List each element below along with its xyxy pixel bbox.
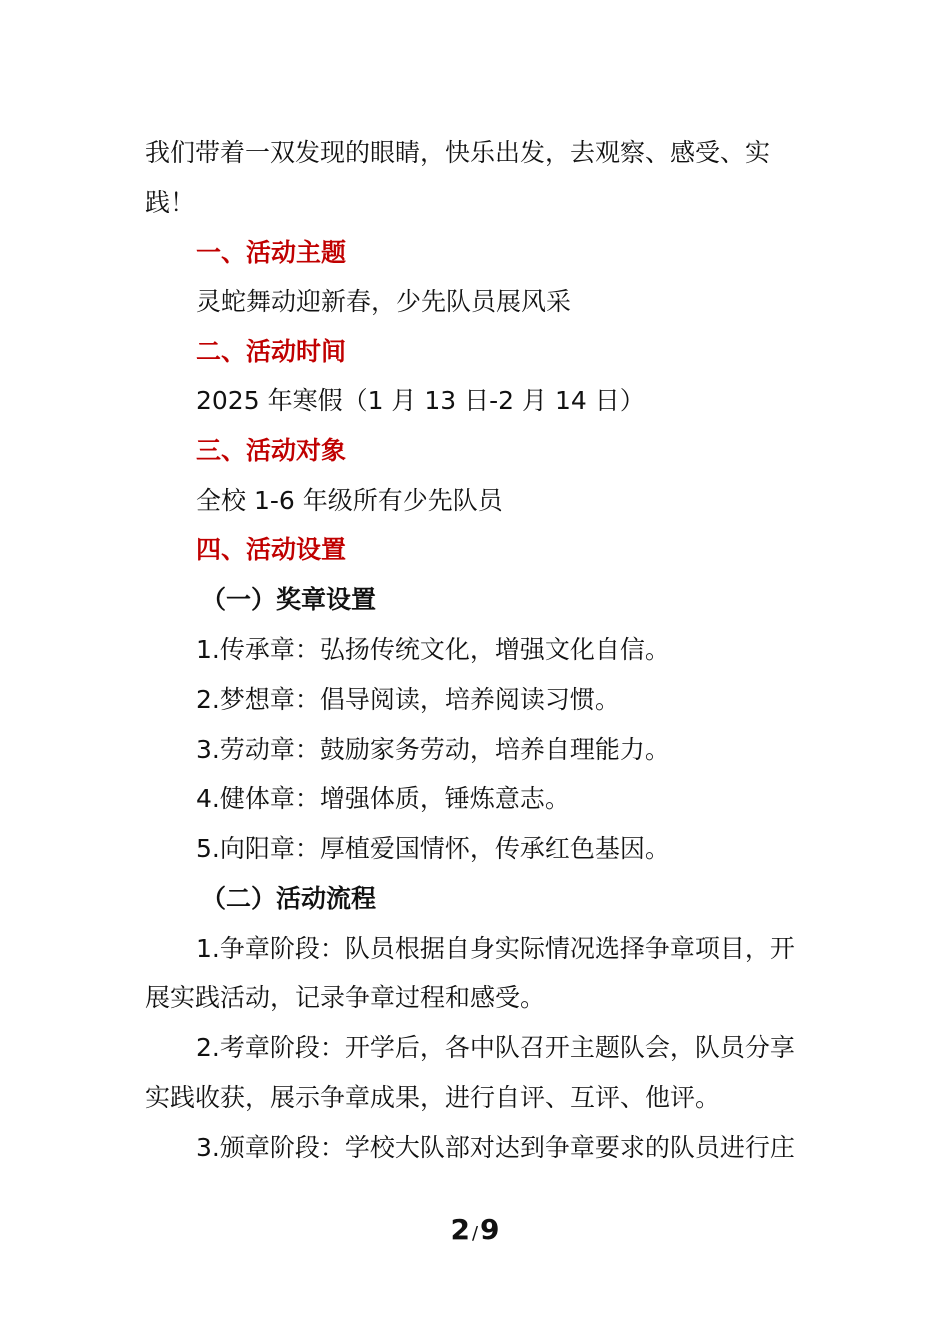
section-heading-target: 三、活动对象 [196,436,347,465]
badge-item-3: 3.劳动章：鼓励家务劳动，培养自理能力。 [196,735,670,764]
total-pages: 9 [480,1213,500,1246]
subheading-process: （二）活动流程 [201,884,377,913]
current-page: 2 [450,1213,470,1246]
target-text: 全校 1-6 年级所有少先队员 [196,486,503,515]
badge-item-1: 1.传承章：弘扬传统文化，增强文化自信。 [196,635,670,664]
process-step-3-line-1: 3.颁章阶段：学校大队部对达到争章要求的队员进行庄 [196,1133,795,1162]
badge-item-5: 5.向阳章：厚植爱国情怀，传承红色基因。 [196,834,670,863]
page-separator: / [471,1223,479,1244]
section-heading-theme: 一、活动主题 [196,238,347,267]
process-step-1-line-2: 展实践活动，记录争章过程和感受。 [145,983,546,1012]
badge-item-2: 2.梦想章：倡导阅读，培养阅读习惯。 [196,685,620,714]
process-step-2-line-2: 实践收获，展示争章成果，进行自评、互评、他评。 [145,1083,721,1112]
process-step-2-line-1: 2.考章阶段：开学后，各中队召开主题队会，队员分享 [196,1033,795,1062]
intro-line-2: 践！ [145,188,196,217]
subheading-badges: （一）奖章设置 [201,585,377,614]
theme-text: 灵蛇舞动迎新春，少先队员展风采 [196,287,572,316]
intro-line-1: 我们带着一双发现的眼睛，快乐出发，去观察、感受、实 [145,138,771,167]
page-number [0,1213,950,1251]
time-text: 2025 年寒假（1 月 13 日-2 月 14 日） [196,386,645,415]
section-heading-time: 二、活动时间 [196,337,347,366]
badge-item-4: 4.健体章：增强体质，锤炼意志。 [196,784,570,813]
process-step-1-line-1: 1.争章阶段：队员根据自身实际情况选择争章项目，开 [196,934,795,963]
section-heading-setup: 四、活动设置 [196,535,347,564]
